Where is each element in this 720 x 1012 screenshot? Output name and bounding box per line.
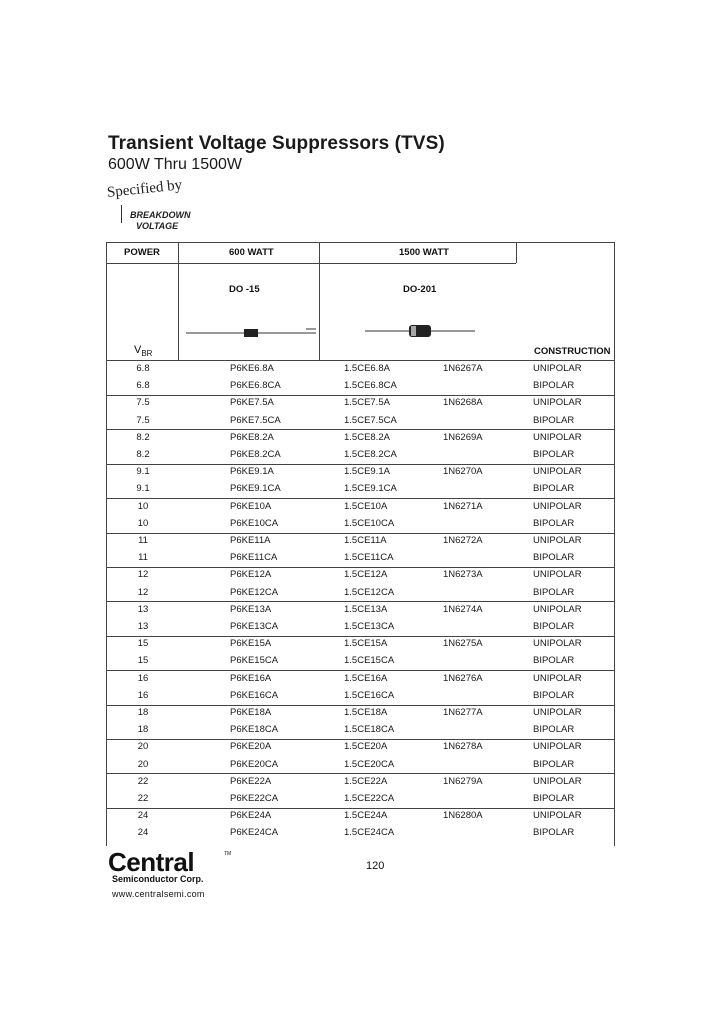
company-name: Semiconductor Corp. <box>112 874 204 884</box>
table-row <box>107 567 614 584</box>
construction-cell: BIPOLAR <box>533 414 575 426</box>
vbr-cell: 18 <box>137 707 149 718</box>
p6ke-part-cell: P6KE16A <box>230 672 272 684</box>
jedec-part-cell: 1N6268A <box>443 397 483 409</box>
vbr-cell: 8.2 <box>136 431 150 443</box>
p6ke-part-cell: P6KE7.5A <box>230 397 274 409</box>
jedec-part-cell: 1N6269A <box>443 431 483 443</box>
ce-part-cell: 1.5CE6.8CA <box>344 380 397 392</box>
p6ke-part-cell: P6KE6.8A <box>230 363 274 374</box>
p6ke-part-cell: P6KE13A <box>230 603 272 615</box>
trademark-mark: TM <box>224 851 232 857</box>
ce-part-cell: 1.5CE16CA <box>344 689 395 701</box>
construction-cell: BIPOLAR <box>533 380 575 392</box>
p6ke-part-cell: P6KE10CA <box>230 517 279 529</box>
ce-part-cell: 1.5CE8.2A <box>344 431 390 443</box>
jedec-part-cell: 1N6277A <box>443 707 483 718</box>
ce-part-cell: 1.5CE10A <box>344 500 388 512</box>
table-row <box>107 430 614 447</box>
jedec-part-cell: 1N6274A <box>443 603 483 615</box>
p6ke-part-cell: P6KE15A <box>230 638 272 650</box>
vbr-cell: 6.8 <box>136 363 150 374</box>
table-row <box>107 688 614 705</box>
page-subtitle: 600W Thru 1500W <box>108 156 242 173</box>
construction-cell: UNIPOLAR <box>533 363 582 374</box>
construction-cell: UNIPOLAR <box>533 603 582 615</box>
vbr-cell: 18 <box>137 724 149 736</box>
table-row <box>107 636 614 653</box>
table-row <box>107 774 614 791</box>
table-row <box>107 378 614 395</box>
p6ke-part-cell: P6KE9.1A <box>230 466 274 478</box>
vbr-cell: 22 <box>137 793 149 804</box>
do15-diode-icon <box>186 326 316 340</box>
vbr-cell: 15 <box>137 655 149 667</box>
ce-part-cell: 1.5CE7.5A <box>344 397 390 409</box>
col-divider-3 <box>516 242 517 263</box>
ce-part-cell: 1.5CE22CA <box>344 793 395 804</box>
table-row <box>107 791 614 808</box>
jedec-part-cell: 1N6273A <box>443 569 483 581</box>
p6ke-part-cell: P6KE9.1CA <box>230 483 281 495</box>
ce-part-cell: 1.5CE15CA <box>344 655 395 667</box>
p6ke-part-cell: P6KE6.8CA <box>230 380 281 392</box>
construction-header: CONSTRUCTION <box>534 346 611 357</box>
p6ke-part-cell: P6KE13CA <box>230 621 279 632</box>
construction-cell: UNIPOLAR <box>533 500 582 512</box>
ce-part-cell: 1.5CE24A <box>344 810 388 822</box>
vbr-cell: 20 <box>137 758 149 770</box>
p6ke-part-cell: P6KE16CA <box>230 689 279 701</box>
p6ke-part-cell: P6KE12A <box>230 569 272 581</box>
600-watt-header: 600 WATT <box>229 247 274 258</box>
jedec-part-cell: 1N6279A <box>443 775 483 787</box>
p6ke-part-cell: P6KE18CA <box>230 724 279 736</box>
table-row <box>107 447 614 464</box>
construction-cell: UNIPOLAR <box>533 741 582 753</box>
specified-arrow-icon <box>121 205 129 223</box>
p6ke-part-cell: P6KE11CA <box>230 552 278 564</box>
construction-cell: UNIPOLAR <box>533 638 582 650</box>
p6ke-part-cell: P6KE20A <box>230 741 272 753</box>
table-row <box>107 705 614 722</box>
construction-cell: UNIPOLAR <box>533 431 582 443</box>
vbr-cell: 10 <box>137 517 149 529</box>
p6ke-part-cell: P6KE8.2CA <box>230 449 281 460</box>
p6ke-part-cell: P6KE7.5CA <box>230 414 281 426</box>
table-row <box>107 808 614 825</box>
ce-part-cell: 1.5CE20A <box>344 741 388 753</box>
do15-package-label: DO -15 <box>229 284 260 295</box>
voltage-label: VOLTAGE <box>136 221 179 231</box>
construction-cell: BIPOLAR <box>533 758 575 770</box>
vbr-cell: 24 <box>137 810 149 822</box>
vbr-cell: 16 <box>137 689 149 701</box>
header-divider <box>106 263 516 264</box>
ce-part-cell: 1.5CE7.5CA <box>344 414 397 426</box>
p6ke-part-cell: P6KE11A <box>230 535 271 546</box>
do201-package-label: DO-201 <box>403 284 437 295</box>
table-row <box>107 499 614 516</box>
construction-cell: UNIPOLAR <box>533 707 582 718</box>
ce-part-cell: 1.5CE22A <box>344 775 388 787</box>
vbr-cell: 15 <box>137 638 149 650</box>
ce-part-cell: 1.5CE6.8A <box>344 363 390 374</box>
vbr-cell: 8.2 <box>136 449 150 460</box>
vbr-cell: 13 <box>137 621 149 632</box>
ce-part-cell: 1.5CE15A <box>344 638 388 650</box>
vbr-cell: 12 <box>137 569 149 581</box>
table-row <box>107 533 614 550</box>
construction-cell: BIPOLAR <box>533 827 575 839</box>
jedec-part-cell: 1N6267A <box>443 363 483 374</box>
p6ke-part-cell: P6KE8.2A <box>230 431 274 443</box>
construction-cell: UNIPOLAR <box>533 672 582 684</box>
jedec-part-cell: 1N6275A <box>443 638 483 650</box>
vbr-cell: 22 <box>137 775 149 787</box>
central-logo: Central <box>108 847 195 877</box>
p6ke-part-cell: P6KE12CA <box>230 586 279 598</box>
jedec-part-cell: 1N6272A <box>443 535 483 546</box>
vbr-cell: 6.8 <box>136 380 150 392</box>
construction-cell: BIPOLAR <box>533 793 575 804</box>
construction-cell: BIPOLAR <box>533 621 575 632</box>
table-row <box>107 550 614 567</box>
vbr-cell: 10 <box>137 500 149 512</box>
ce-part-cell: 1.5CE8.2CA <box>344 449 397 460</box>
table-row <box>107 361 614 378</box>
construction-cell: UNIPOLAR <box>533 775 582 787</box>
construction-cell: UNIPOLAR <box>533 397 582 409</box>
ce-part-cell: 1.5CE11A <box>344 535 387 546</box>
p6ke-part-cell: P6KE20CA <box>230 758 279 770</box>
vbr-cell: 9.1 <box>136 483 150 495</box>
ce-part-cell: 1.5CE12A <box>344 569 388 581</box>
page-title: Transient Voltage Suppressors (TVS) <box>108 133 445 154</box>
p6ke-part-cell: P6KE10A <box>230 500 272 512</box>
jedec-part-cell: 1N6280A <box>443 810 483 822</box>
table-row <box>107 481 614 498</box>
construction-cell: BIPOLAR <box>533 586 575 598</box>
construction-cell: UNIPOLAR <box>533 569 582 581</box>
ce-part-cell: 1.5CE18A <box>344 707 388 718</box>
table-row <box>107 825 614 842</box>
ce-part-cell: 1.5CE13CA <box>344 621 395 632</box>
p6ke-part-cell: P6KE15CA <box>230 655 279 667</box>
construction-cell: BIPOLAR <box>533 724 575 736</box>
table-row <box>107 602 614 619</box>
page-number: 120 <box>366 860 385 872</box>
vbr-cell: 7.5 <box>136 397 150 409</box>
ce-part-cell: 1.5CE24CA <box>344 827 395 839</box>
p6ke-part-cell: P6KE24CA <box>230 827 279 839</box>
construction-cell: BIPOLAR <box>533 655 575 667</box>
construction-cell: BIPOLAR <box>533 449 575 460</box>
table-row <box>107 464 614 481</box>
do201-diode-icon <box>365 322 475 340</box>
table-row <box>107 757 614 774</box>
table-row <box>107 739 614 756</box>
vbr-cell: 7.5 <box>136 414 150 426</box>
vbr-header: $V_{BR}$ <box>134 344 153 359</box>
construction-cell: BIPOLAR <box>533 552 575 564</box>
p6ke-part-cell: P6KE22CA <box>230 793 279 804</box>
table-row <box>107 671 614 688</box>
jedec-part-cell: 1N6270A <box>443 466 483 478</box>
power-header: POWER <box>124 247 160 258</box>
specified-by-label: Specified by <box>106 177 183 202</box>
construction-cell: BIPOLAR <box>533 689 575 701</box>
ce-part-cell: 1.5CE18CA <box>344 724 395 736</box>
ce-part-cell: 1.5CE11CA <box>344 552 394 564</box>
1500-watt-header: 1500 WATT <box>399 247 449 258</box>
construction-cell: UNIPOLAR <box>533 810 582 822</box>
ce-part-cell: 1.5CE13A <box>344 603 388 615</box>
vbr-cell: 24 <box>137 827 149 839</box>
breakdown-label: BREAKDOWN <box>130 210 191 220</box>
jedec-part-cell: 1N6278A <box>443 741 483 753</box>
p6ke-part-cell: P6KE22A <box>230 775 272 787</box>
ce-part-cell: 1.5CE10CA <box>344 517 395 529</box>
vbr-cell: 11 <box>138 552 148 564</box>
ce-part-cell: 1.5CE9.1CA <box>344 483 397 495</box>
table-row <box>107 395 614 412</box>
ce-part-cell: 1.5CE16A <box>344 672 388 684</box>
construction-cell: UNIPOLAR <box>533 535 582 546</box>
col-divider-2 <box>319 242 320 360</box>
vbr-cell: 16 <box>137 672 149 684</box>
vbr-cell: 9.1 <box>136 466 150 478</box>
construction-cell: UNIPOLAR <box>533 466 582 478</box>
jedec-part-cell: 1N6276A <box>443 672 483 684</box>
table-row <box>107 585 614 602</box>
vbr-cell: 13 <box>137 603 149 615</box>
p6ke-part-cell: P6KE18A <box>230 707 272 718</box>
vbr-cell: 11 <box>138 535 148 546</box>
company-url[interactable]: www.centralsemi.com <box>112 889 205 899</box>
p6ke-part-cell: P6KE24A <box>230 810 272 822</box>
construction-cell: BIPOLAR <box>533 517 575 529</box>
jedec-part-cell: 1N6271A <box>443 500 483 512</box>
table-row <box>107 413 614 430</box>
table-row <box>107 722 614 739</box>
vbr-cell: 20 <box>137 741 149 753</box>
table-row <box>107 653 614 670</box>
ce-part-cell: 1.5CE12CA <box>344 586 395 598</box>
construction-cell: BIPOLAR <box>533 483 575 495</box>
table-row <box>107 619 614 636</box>
ce-part-cell: 1.5CE9.1A <box>344 466 390 478</box>
ce-part-cell: 1.5CE20CA <box>344 758 395 770</box>
vbr-cell: 12 <box>137 586 149 598</box>
table-row <box>107 516 614 533</box>
col-divider-1 <box>178 242 179 360</box>
